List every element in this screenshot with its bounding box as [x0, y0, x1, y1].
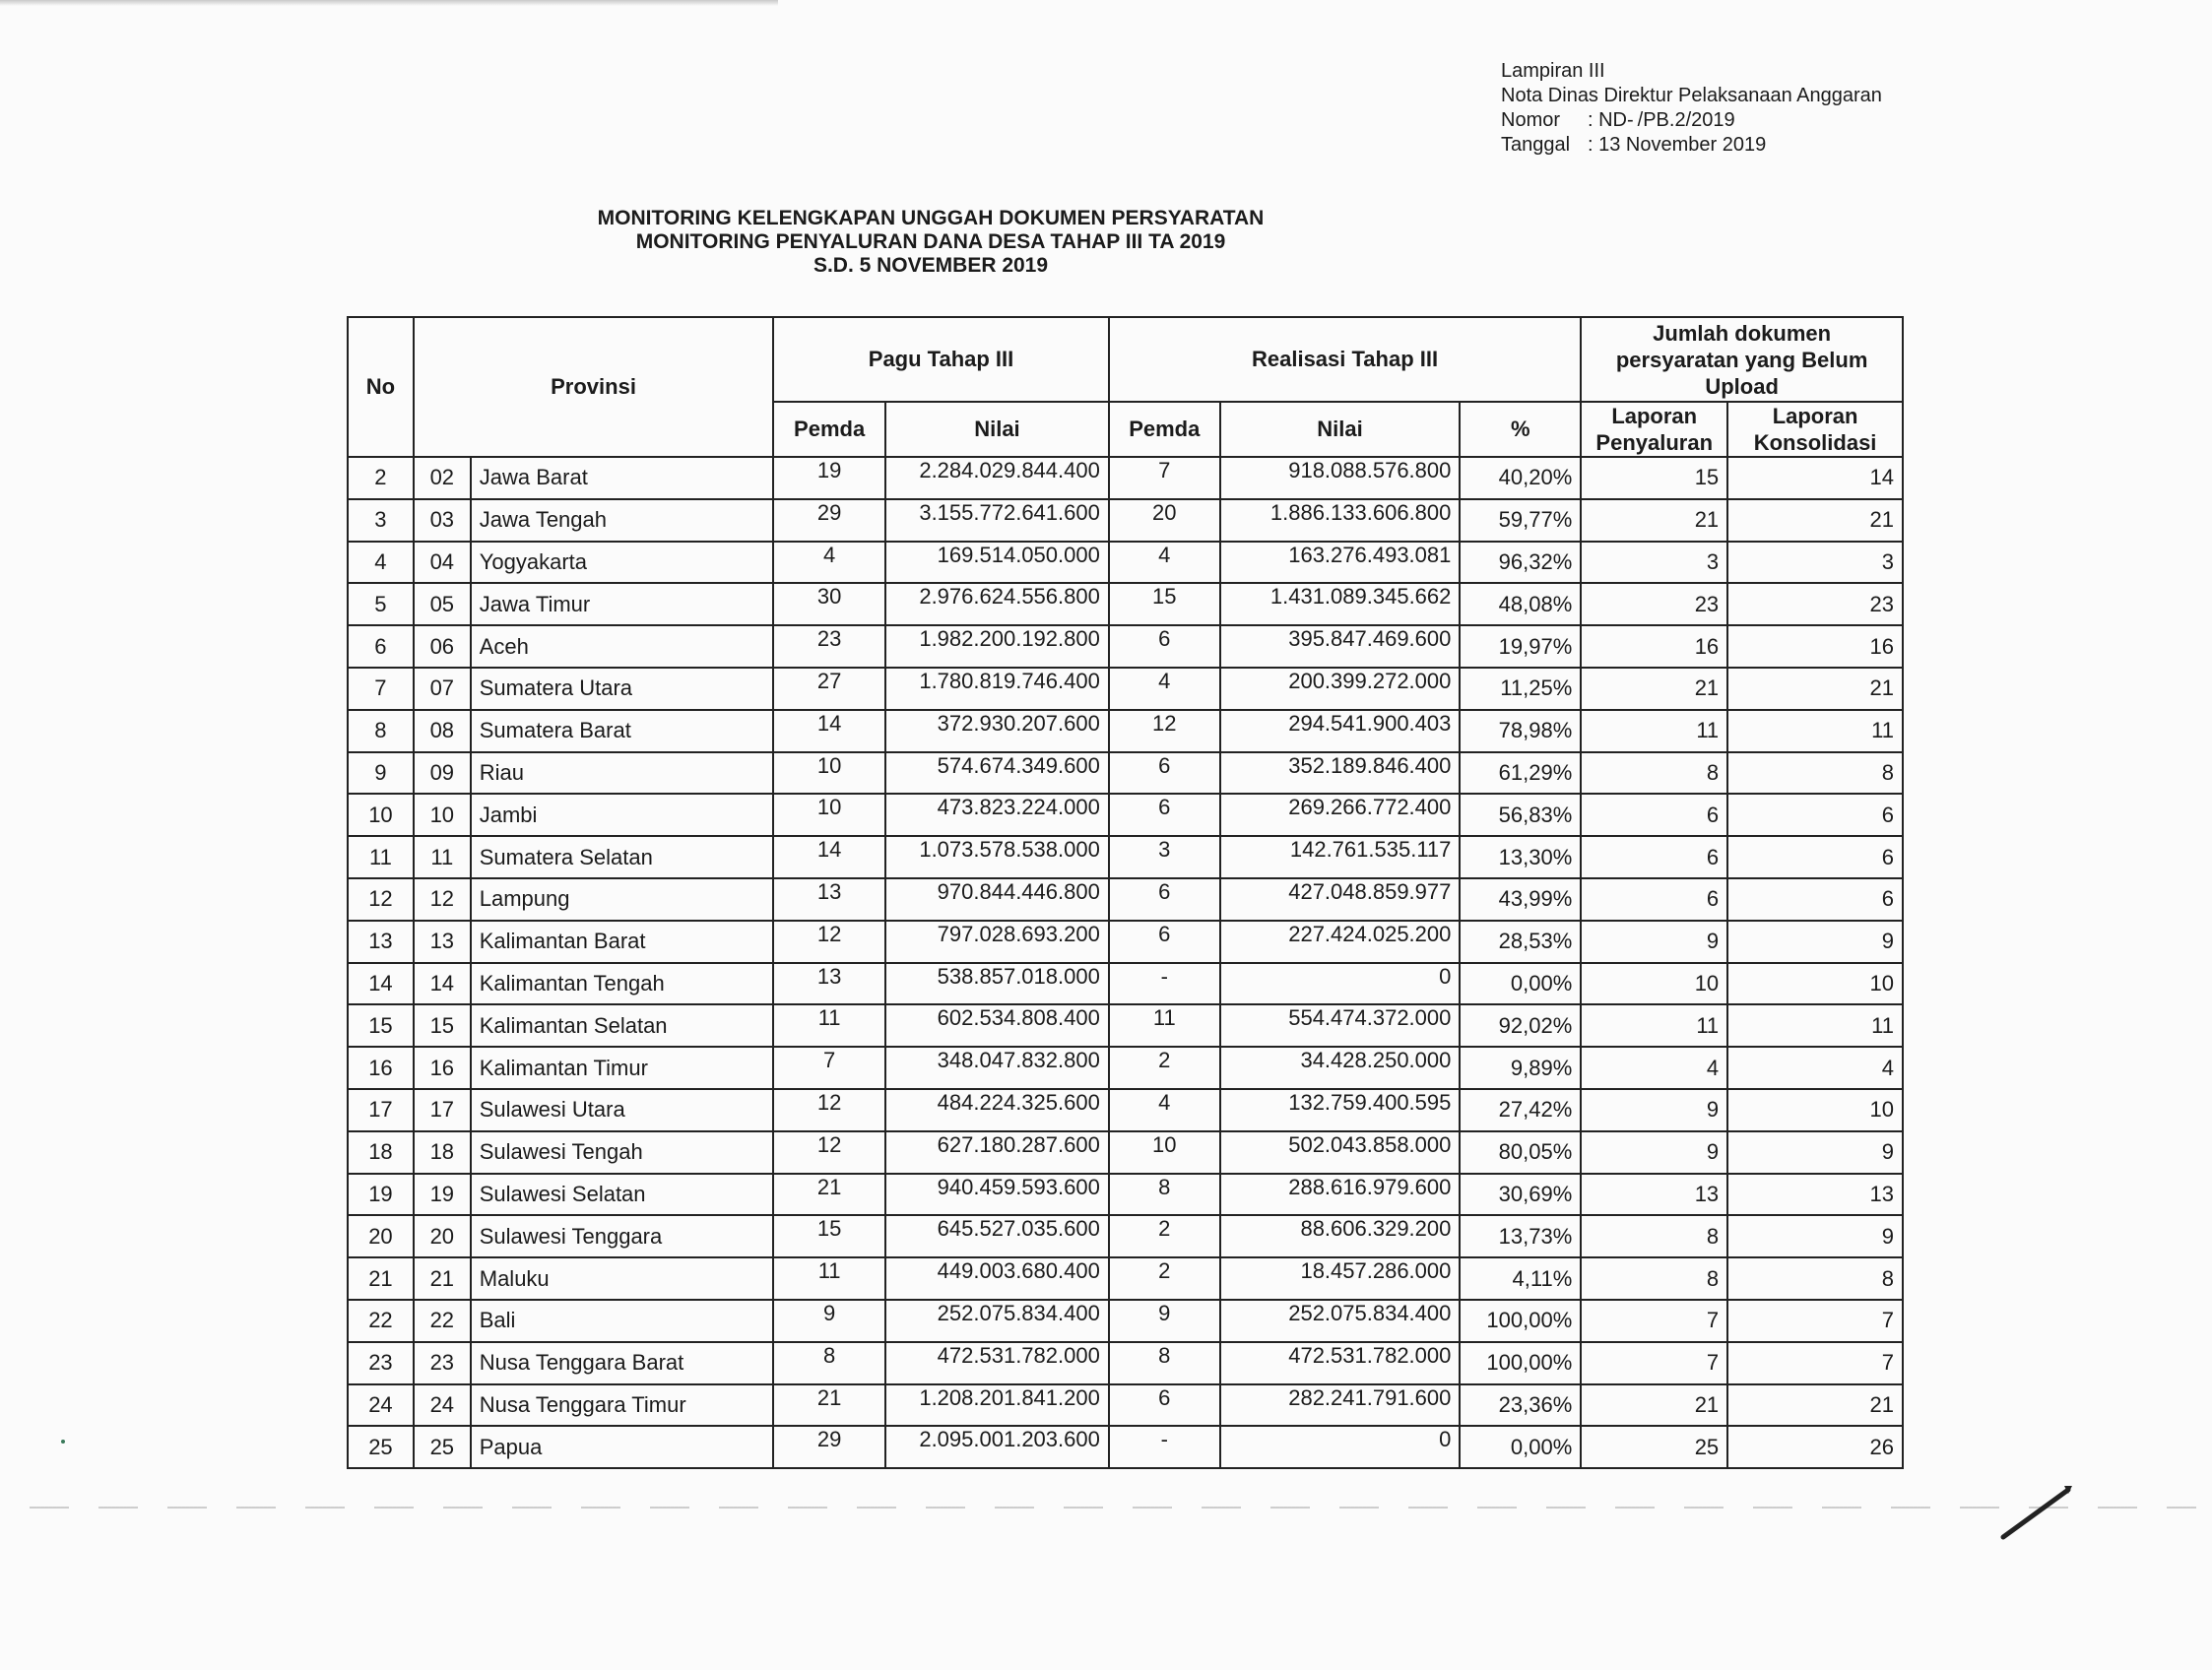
- row-pagu-nilai: 449.003.680.400: [885, 1257, 1109, 1300]
- row-pagu-nilai: 538.857.018.000: [885, 963, 1109, 1005]
- pen-mark: [1999, 1482, 2074, 1541]
- row-laporan-penyaluran: 3: [1581, 542, 1727, 584]
- row-realisasi-nilai: 200.399.272.000: [1220, 668, 1461, 710]
- row-realisasi-nilai: 88.606.329.200: [1220, 1215, 1461, 1257]
- row-provinsi: Sumatera Utara: [471, 668, 773, 710]
- header-row: [348, 317, 1903, 402]
- row-no: 8: [348, 710, 414, 752]
- row-no: 4: [348, 542, 414, 584]
- row-provinsi: Sulawesi Utara: [471, 1089, 773, 1131]
- row-laporan-penyaluran: 21: [1581, 668, 1727, 710]
- row-realisasi-pemda: 7: [1109, 457, 1220, 499]
- row-percent: 13,73%: [1460, 1215, 1581, 1257]
- row-laporan-konsolidasi: 21: [1727, 1384, 1903, 1427]
- row-pagu-nilai: 1.780.819.746.400: [885, 668, 1109, 710]
- row-pagu-nilai: 169.514.050.000: [885, 542, 1109, 584]
- attachment-line: Nota Dinas Direktur Pelaksanaan Anggaran: [1501, 85, 1882, 106]
- row-percent: 13,30%: [1460, 836, 1581, 878]
- row-laporan-konsolidasi: 9: [1727, 1215, 1903, 1257]
- row-pagu-nilai: 1.073.578.538.000: [885, 836, 1109, 878]
- row-pagu-nilai: 970.844.446.800: [885, 878, 1109, 921]
- row-laporan-penyaluran: 15: [1581, 457, 1727, 499]
- row-laporan-konsolidasi: 7: [1727, 1300, 1903, 1342]
- row-percent: 100,00%: [1460, 1300, 1581, 1342]
- row-pagu-pemda: 12: [773, 1089, 885, 1131]
- row-code: 08: [414, 710, 471, 752]
- row-laporan-penyaluran: 10: [1581, 963, 1727, 1005]
- row-percent: 78,98%: [1460, 710, 1581, 752]
- row-realisasi-pemda: 12: [1109, 710, 1220, 752]
- row-no: 19: [348, 1174, 414, 1216]
- row-laporan-penyaluran: 13: [1581, 1174, 1727, 1216]
- row-percent: 100,00%: [1460, 1342, 1581, 1384]
- row-laporan-penyaluran: 9: [1581, 1089, 1727, 1131]
- row-realisasi-pemda: 11: [1109, 1004, 1220, 1047]
- row-provinsi: Kalimantan Selatan: [471, 1004, 773, 1047]
- row-laporan-konsolidasi: 3: [1727, 542, 1903, 584]
- title-line: S.D. 5 NOVEMBER 2019: [813, 254, 1049, 277]
- row-code: 16: [414, 1047, 471, 1089]
- row-pagu-pemda: 29: [773, 1426, 885, 1468]
- row-pagu-nilai: 797.028.693.200: [885, 921, 1109, 963]
- row-pagu-pemda: 11: [773, 1004, 885, 1047]
- row-pagu-nilai: 574.674.349.600: [885, 752, 1109, 795]
- table-row: [348, 1342, 1903, 1384]
- row-no: 7: [348, 668, 414, 710]
- row-provinsi: Nusa Tenggara Timur: [471, 1384, 773, 1427]
- header-percent: %: [1460, 402, 1581, 457]
- table-row: [348, 1004, 1903, 1047]
- row-realisasi-nilai: 227.424.025.200: [1220, 921, 1461, 963]
- row-laporan-penyaluran: 11: [1581, 710, 1727, 752]
- row-pagu-pemda: 23: [773, 625, 885, 668]
- attachment-line: Lampiran III: [1501, 60, 1605, 82]
- table-row: [348, 499, 1903, 542]
- table-row: [348, 1215, 1903, 1257]
- row-code: 18: [414, 1131, 471, 1174]
- row-no: 23: [348, 1342, 414, 1384]
- row-realisasi-pemda: 2: [1109, 1215, 1220, 1257]
- row-pagu-pemda: 21: [773, 1384, 885, 1427]
- row-code: 03: [414, 499, 471, 542]
- row-percent: 30,69%: [1460, 1174, 1581, 1216]
- row-realisasi-nilai: 472.531.782.000: [1220, 1342, 1461, 1384]
- row-percent: 0,00%: [1460, 1426, 1581, 1468]
- table-row: [348, 752, 1903, 795]
- row-realisasi-nilai: 288.616.979.600: [1220, 1174, 1461, 1216]
- row-laporan-penyaluran: 6: [1581, 836, 1727, 878]
- header-realisasi-pemda: Pemda: [1109, 402, 1220, 457]
- row-provinsi: Kalimantan Timur: [471, 1047, 773, 1089]
- row-realisasi-nilai: 395.847.469.600: [1220, 625, 1461, 668]
- title-line: MONITORING KELENGKAPAN UNGGAH DOKUMEN PERSYARATAN: [597, 207, 1265, 229]
- row-realisasi-pemda: 10: [1109, 1131, 1220, 1174]
- row-no: 16: [348, 1047, 414, 1089]
- nomor-value: : ND- /PB.2/2019: [1588, 109, 1735, 131]
- row-provinsi: Nusa Tenggara Barat: [471, 1342, 773, 1384]
- row-provinsi: Jawa Barat: [471, 457, 773, 499]
- scan-speck: [61, 1440, 65, 1444]
- header-provinsi: Provinsi: [414, 317, 773, 457]
- row-code: 06: [414, 625, 471, 668]
- table-row: [348, 1174, 1903, 1216]
- row-laporan-penyaluran: 11: [1581, 1004, 1727, 1047]
- row-percent: 43,99%: [1460, 878, 1581, 921]
- row-laporan-penyaluran: 7: [1581, 1342, 1727, 1384]
- row-laporan-penyaluran: 8: [1581, 1257, 1727, 1300]
- row-pagu-nilai: 645.527.035.600: [885, 1215, 1109, 1257]
- tanggal-row: [1501, 133, 1882, 158]
- row-realisasi-pemda: 2: [1109, 1257, 1220, 1300]
- row-percent: 56,83%: [1460, 794, 1581, 836]
- row-realisasi-pemda: 6: [1109, 878, 1220, 921]
- row-pagu-pemda: 15: [773, 1215, 885, 1257]
- row-realisasi-pemda: 6: [1109, 752, 1220, 795]
- row-realisasi-nilai: 352.189.846.400: [1220, 752, 1461, 795]
- row-laporan-penyaluran: 6: [1581, 878, 1727, 921]
- row-realisasi-pemda: 4: [1109, 1089, 1220, 1131]
- table-row: [348, 1047, 1903, 1089]
- row-pagu-pemda: 4: [773, 542, 885, 584]
- row-laporan-konsolidasi: 6: [1727, 878, 1903, 921]
- row-percent: 0,00%: [1460, 963, 1581, 1005]
- header-realisasi-nilai: Nilai: [1220, 402, 1461, 457]
- row-percent: 80,05%: [1460, 1131, 1581, 1174]
- row-pagu-pemda: 7: [773, 1047, 885, 1089]
- row-realisasi-nilai: 34.428.250.000: [1220, 1047, 1461, 1089]
- row-code: 14: [414, 963, 471, 1005]
- row-pagu-pemda: 14: [773, 710, 885, 752]
- table-row: [348, 668, 1903, 710]
- row-pagu-pemda: 30: [773, 583, 885, 625]
- row-laporan-penyaluran: 16: [1581, 625, 1727, 668]
- row-no: 20: [348, 1215, 414, 1257]
- row-no: 25: [348, 1426, 414, 1468]
- row-realisasi-pemda: 3: [1109, 836, 1220, 878]
- row-realisasi-pemda: 4: [1109, 542, 1220, 584]
- row-laporan-konsolidasi: 7: [1727, 1342, 1903, 1384]
- row-code: 13: [414, 921, 471, 963]
- table-row: [348, 1384, 1903, 1427]
- row-laporan-konsolidasi: 23: [1727, 583, 1903, 625]
- row-no: 13: [348, 921, 414, 963]
- row-laporan-konsolidasi: 21: [1727, 668, 1903, 710]
- row-laporan-konsolidasi: 6: [1727, 836, 1903, 878]
- row-no: 3: [348, 499, 414, 542]
- header-pagu: Pagu Tahap III: [773, 317, 1109, 402]
- row-laporan-penyaluran: 25: [1581, 1426, 1727, 1468]
- header-pagu-pemda: Pemda: [773, 402, 885, 457]
- row-pagu-pemda: 13: [773, 963, 885, 1005]
- row-percent: 9,89%: [1460, 1047, 1581, 1089]
- row-code: 11: [414, 836, 471, 878]
- row-realisasi-pemda: 6: [1109, 794, 1220, 836]
- row-provinsi: Sumatera Barat: [471, 710, 773, 752]
- row-pagu-pemda: 11: [773, 1257, 885, 1300]
- row-laporan-konsolidasi: 8: [1727, 1257, 1903, 1300]
- row-pagu-pemda: 12: [773, 921, 885, 963]
- row-realisasi-pemda: -: [1109, 1426, 1220, 1468]
- row-laporan-konsolidasi: 16: [1727, 625, 1903, 668]
- row-realisasi-pemda: 20: [1109, 499, 1220, 542]
- row-realisasi-nilai: 269.266.772.400: [1220, 794, 1461, 836]
- row-laporan-konsolidasi: 4: [1727, 1047, 1903, 1089]
- row-pagu-nilai: 348.047.832.800: [885, 1047, 1109, 1089]
- row-laporan-penyaluran: 6: [1581, 794, 1727, 836]
- table-row: [348, 710, 1903, 752]
- row-code: 25: [414, 1426, 471, 1468]
- row-code: 19: [414, 1174, 471, 1216]
- row-provinsi: Sulawesi Selatan: [471, 1174, 773, 1216]
- row-provinsi: Kalimantan Barat: [471, 921, 773, 963]
- row-pagu-nilai: 2.284.029.844.400: [885, 457, 1109, 499]
- table-row: [348, 963, 1903, 1005]
- row-pagu-nilai: 940.459.593.600: [885, 1174, 1109, 1216]
- row-provinsi: Riau: [471, 752, 773, 795]
- row-provinsi: Lampung: [471, 878, 773, 921]
- row-percent: 23,36%: [1460, 1384, 1581, 1427]
- row-percent: 59,77%: [1460, 499, 1581, 542]
- tanggal-value: : 13 November 2019: [1588, 134, 1767, 156]
- header-laporan-penyaluran: Laporan Penyaluran: [1581, 402, 1727, 457]
- row-realisasi-pemda: 6: [1109, 921, 1220, 963]
- header-no: No: [348, 317, 414, 457]
- row-no: 15: [348, 1004, 414, 1047]
- row-provinsi: Aceh: [471, 625, 773, 668]
- row-laporan-konsolidasi: 11: [1727, 1004, 1903, 1047]
- table-row: [348, 836, 1903, 878]
- row-realisasi-pemda: 8: [1109, 1174, 1220, 1216]
- row-percent: 92,02%: [1460, 1004, 1581, 1047]
- row-code: 17: [414, 1089, 471, 1131]
- table-row: [348, 921, 1903, 963]
- row-realisasi-nilai: 142.761.535.117: [1220, 836, 1461, 878]
- table-row: [348, 1257, 1903, 1300]
- row-code: 05: [414, 583, 471, 625]
- row-realisasi-pemda: 6: [1109, 1384, 1220, 1427]
- row-laporan-konsolidasi: 26: [1727, 1426, 1903, 1468]
- table-row: [348, 794, 1903, 836]
- row-realisasi-nilai: 1.886.133.606.800: [1220, 499, 1461, 542]
- table-row: [348, 1131, 1903, 1174]
- row-no: 11: [348, 836, 414, 878]
- row-no: 10: [348, 794, 414, 836]
- monitoring-table: [347, 316, 1904, 1469]
- row-percent: 11,25%: [1460, 668, 1581, 710]
- row-percent: 48,08%: [1460, 583, 1581, 625]
- table-row: [348, 457, 1903, 499]
- row-percent: 40,20%: [1460, 457, 1581, 499]
- row-provinsi: Sumatera Selatan: [471, 836, 773, 878]
- row-realisasi-pemda: 15: [1109, 583, 1220, 625]
- row-pagu-pemda: 13: [773, 878, 885, 921]
- row-laporan-penyaluran: 8: [1581, 752, 1727, 795]
- row-laporan-konsolidasi: 9: [1727, 921, 1903, 963]
- row-pagu-pemda: 27: [773, 668, 885, 710]
- row-laporan-konsolidasi: 9: [1727, 1131, 1903, 1174]
- attachment-block: [1501, 59, 1882, 158]
- scan-streak: [30, 1507, 2196, 1509]
- row-realisasi-nilai: 252.075.834.400: [1220, 1300, 1461, 1342]
- row-realisasi-pemda: 9: [1109, 1300, 1220, 1342]
- row-pagu-nilai: 602.534.808.400: [885, 1004, 1109, 1047]
- row-no: 12: [348, 878, 414, 921]
- row-pagu-pemda: 8: [773, 1342, 885, 1384]
- row-realisasi-pemda: 8: [1109, 1342, 1220, 1384]
- row-provinsi: Sulawesi Tengah: [471, 1131, 773, 1174]
- row-no: 5: [348, 583, 414, 625]
- header-jumlah-dokumen: Jumlah dokumen persyaratan yang Belum Upload: [1581, 317, 1903, 402]
- row-laporan-penyaluran: 9: [1581, 1131, 1727, 1174]
- row-pagu-pemda: 14: [773, 836, 885, 878]
- header-pagu-nilai: Nilai: [885, 402, 1109, 457]
- row-pagu-pemda: 21: [773, 1174, 885, 1216]
- row-laporan-konsolidasi: 21: [1727, 499, 1903, 542]
- table-row: [348, 1426, 1903, 1468]
- row-realisasi-nilai: 282.241.791.600: [1220, 1384, 1461, 1427]
- row-code: 23: [414, 1342, 471, 1384]
- row-realisasi-nilai: 502.043.858.000: [1220, 1131, 1461, 1174]
- row-pagu-pemda: 9: [773, 1300, 885, 1342]
- row-pagu-nilai: 1.982.200.192.800: [885, 625, 1109, 668]
- table-row: [348, 583, 1903, 625]
- row-laporan-konsolidasi: 10: [1727, 1089, 1903, 1131]
- row-percent: 96,32%: [1460, 542, 1581, 584]
- row-code: 20: [414, 1215, 471, 1257]
- row-no: 21: [348, 1257, 414, 1300]
- row-realisasi-pemda: 6: [1109, 625, 1220, 668]
- row-code: 02: [414, 457, 471, 499]
- row-laporan-penyaluran: 23: [1581, 583, 1727, 625]
- row-provinsi: Maluku: [471, 1257, 773, 1300]
- row-realisasi-nilai: 1.431.089.345.662: [1220, 583, 1461, 625]
- title-line: MONITORING PENYALURAN DANA DESA TAHAP III TA 2019: [635, 230, 1226, 253]
- row-provinsi: Papua: [471, 1426, 773, 1468]
- row-realisasi-nilai: 554.474.372.000: [1220, 1004, 1461, 1047]
- table-row: [348, 1089, 1903, 1131]
- row-realisasi-pemda: -: [1109, 963, 1220, 1005]
- row-no: 17: [348, 1089, 414, 1131]
- row-code: 22: [414, 1300, 471, 1342]
- row-percent: 19,97%: [1460, 625, 1581, 668]
- row-laporan-penyaluran: 7: [1581, 1300, 1727, 1342]
- row-pagu-nilai: 484.224.325.600: [885, 1089, 1109, 1131]
- row-pagu-nilai: 2.095.001.203.600: [885, 1426, 1109, 1468]
- row-laporan-konsolidasi: 14: [1727, 457, 1903, 499]
- row-realisasi-nilai: 18.457.286.000: [1220, 1257, 1461, 1300]
- row-percent: 28,53%: [1460, 921, 1581, 963]
- row-provinsi: Yogyakarta: [471, 542, 773, 584]
- row-pagu-nilai: 473.823.224.000: [885, 794, 1109, 836]
- row-realisasi-pemda: 2: [1109, 1047, 1220, 1089]
- row-provinsi: Sulawesi Tenggara: [471, 1215, 773, 1257]
- row-code: 04: [414, 542, 471, 584]
- row-provinsi: Kalimantan Tengah: [471, 963, 773, 1005]
- row-realisasi-nilai: 0: [1220, 963, 1461, 1005]
- row-pagu-pemda: 19: [773, 457, 885, 499]
- row-provinsi: Bali: [471, 1300, 773, 1342]
- row-laporan-penyaluran: 4: [1581, 1047, 1727, 1089]
- row-pagu-nilai: 372.930.207.600: [885, 710, 1109, 752]
- row-pagu-nilai: 472.531.782.000: [885, 1342, 1109, 1384]
- row-realisasi-nilai: 132.759.400.595: [1220, 1089, 1461, 1131]
- row-provinsi: Jawa Timur: [471, 583, 773, 625]
- row-provinsi: Jambi: [471, 794, 773, 836]
- row-provinsi: Jawa Tengah: [471, 499, 773, 542]
- row-no: 22: [348, 1300, 414, 1342]
- row-realisasi-pemda: 4: [1109, 668, 1220, 710]
- row-no: 6: [348, 625, 414, 668]
- row-laporan-penyaluran: 8: [1581, 1215, 1727, 1257]
- row-pagu-pemda: 10: [773, 752, 885, 795]
- row-pagu-pemda: 12: [773, 1131, 885, 1174]
- row-laporan-penyaluran: 21: [1581, 1384, 1727, 1427]
- row-pagu-nilai: 252.075.834.400: [885, 1300, 1109, 1342]
- row-laporan-penyaluran: 9: [1581, 921, 1727, 963]
- row-code: 09: [414, 752, 471, 795]
- header-laporan-konsolidasi: Laporan Konsolidasi: [1727, 402, 1903, 457]
- row-code: 12: [414, 878, 471, 921]
- table-row: [348, 878, 1903, 921]
- scan-edge: [0, 0, 778, 6]
- table-body: [348, 457, 1903, 1468]
- table-row: [348, 542, 1903, 584]
- row-code: 07: [414, 668, 471, 710]
- row-laporan-konsolidasi: 13: [1727, 1174, 1903, 1216]
- tanggal-label: Tanggal: [1501, 134, 1571, 156]
- row-laporan-konsolidasi: 11: [1727, 710, 1903, 752]
- row-pagu-nilai: 3.155.772.641.600: [885, 499, 1109, 542]
- row-laporan-penyaluran: 21: [1581, 499, 1727, 542]
- row-pagu-nilai: 627.180.287.600: [885, 1131, 1109, 1174]
- document-title: [0, 207, 1861, 278]
- row-code: 15: [414, 1004, 471, 1047]
- row-realisasi-nilai: 918.088.576.800: [1220, 457, 1461, 499]
- row-pagu-pemda: 29: [773, 499, 885, 542]
- nomor-row: [1501, 108, 1882, 133]
- table-row: [348, 625, 1903, 668]
- row-realisasi-nilai: 294.541.900.403: [1220, 710, 1461, 752]
- row-code: 21: [414, 1257, 471, 1300]
- row-code: 10: [414, 794, 471, 836]
- table-row: [348, 1300, 1903, 1342]
- row-laporan-konsolidasi: 8: [1727, 752, 1903, 795]
- row-no: 14: [348, 963, 414, 1005]
- row-realisasi-nilai: 0: [1220, 1426, 1461, 1468]
- row-no: 9: [348, 752, 414, 795]
- row-realisasi-nilai: 163.276.493.081: [1220, 542, 1461, 584]
- row-percent: 61,29%: [1460, 752, 1581, 795]
- row-no: 18: [348, 1131, 414, 1174]
- row-pagu-nilai: 2.976.624.556.800: [885, 583, 1109, 625]
- row-pagu-pemda: 10: [773, 794, 885, 836]
- row-code: 24: [414, 1384, 471, 1427]
- row-percent: 27,42%: [1460, 1089, 1581, 1131]
- header-realisasi: Realisasi Tahap III: [1109, 317, 1581, 402]
- row-laporan-konsolidasi: 10: [1727, 963, 1903, 1005]
- row-no: 2: [348, 457, 414, 499]
- row-realisasi-nilai: 427.048.859.977: [1220, 878, 1461, 921]
- row-no: 24: [348, 1384, 414, 1427]
- row-pagu-nilai: 1.208.201.841.200: [885, 1384, 1109, 1427]
- row-percent: 4,11%: [1460, 1257, 1581, 1300]
- nomor-label: Nomor: [1501, 109, 1561, 131]
- row-laporan-konsolidasi: 6: [1727, 794, 1903, 836]
